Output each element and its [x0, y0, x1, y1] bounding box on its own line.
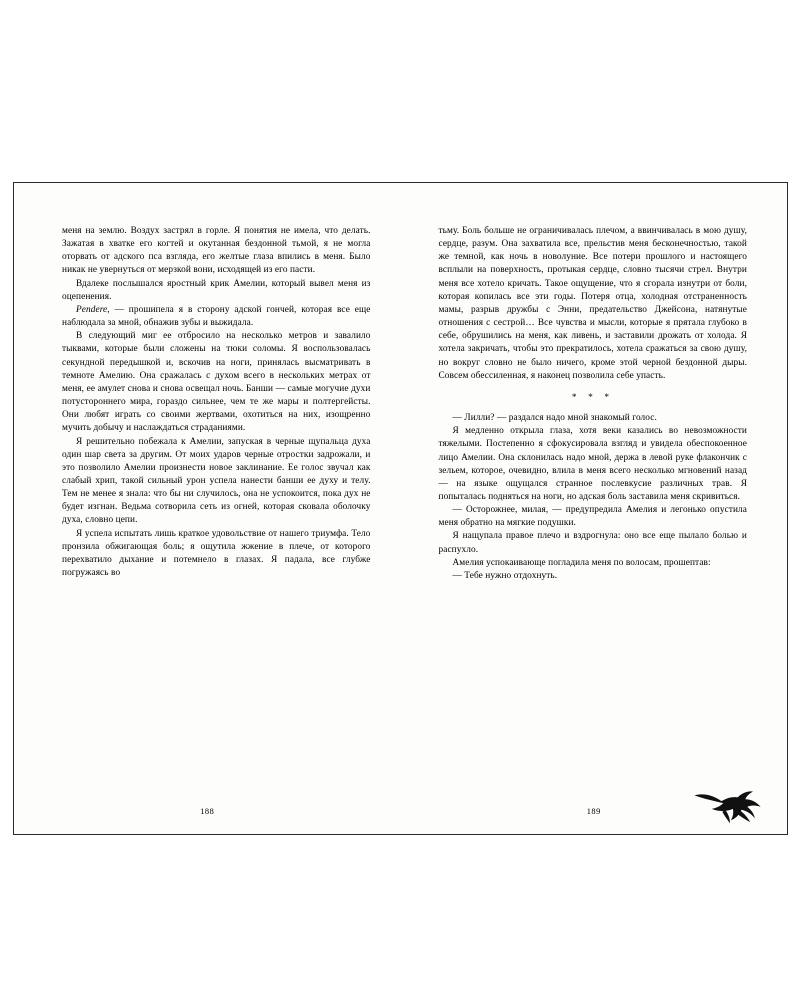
paragraph: Вдалеке послышался яростный крик Амелии, который вывел меня из оцепенения.	[62, 278, 371, 302]
book-page-scan	[13, 182, 788, 835]
paragraph: Я успела испытать лишь краткое удовольствие от нашего триумфа. Тело пронзила обжигающая боль; я ощутила жжение в плече, от которого перехватило дыхание и потемнело в глазах. Я падала, все глубже погружаясь во	[62, 528, 371, 579]
raven-icon	[691, 782, 769, 828]
paragraph-rest: — прошипела я в сторону адской гончей, которая все еще наблюдала за мной, обнажив зубы и выжидала.	[62, 304, 371, 329]
paragraph: Я нащупала правое плечо и вздрогнула: оно все еще пылало болью и распухло.	[438, 531, 747, 555]
page-right-text-column	[439, 225, 748, 583]
book-spread	[14, 183, 787, 834]
paragraph-with-italic	[62, 304, 371, 330]
paragraph: В следующий миг ее отбросило на несколько метров и завалило тыквами, которые были сложены на тюки соломы. Я воспользовалась секундной передышкой и, вскочив на ноги, принялась высматривать в темноте Амелию. Она сражалась с духом всего в нескольких метрах от меня, ее амулет снова и снова освещал ночь. Банши — самые могучие духи потустороннего мира, гораздо сильнее, чем те же мары и полтергейсты. Они любят играть со своими жертвами, охотиться на них, изощренно мучить добычу и наслаждаться страданиями.	[62, 331, 371, 434]
scene-break: * * *	[571, 392, 614, 403]
paragraph: меня на землю. Воздух застрял в горле. Я понятия не имела, что делать. Зажатая в хватке его когтей и окутанная бездонной тьмой, я не могла оторвать от адского пса взгляда, его желтые глаза впились в меня. Было никак не увернуться от мерзкой вони, исходящей из его пасти.	[62, 226, 371, 276]
paragraph: Амелия успокаивающе погладила меня по волосам, прошептав:	[452, 557, 711, 568]
paragraph: Я решительно побежала к Амелии, запуская в черные щупальца духа один шар света за другим. От моих ударов черные отростки задрожали, и это позволило Амелии произнести новое заклинание. Ее голос звучал как слабый хрип, такой сильный урон успела нанести банши ее духу и телу. Тем не менее я знала: что бы ни случилось, она не успокоится, пока дух не будет изгнан. Ведьма сотворила сеть из огней, которая сковала оболочку духа, словно цепи.	[62, 436, 371, 526]
page-number-right: 189	[586, 807, 601, 816]
paragraph: — Лилли? — раздался надо мной знакомый голос.	[452, 413, 657, 424]
page-number-left: 188	[200, 807, 215, 816]
paragraph: Я медленно открыла глаза, хотя веки казались во невозможности тяжелыми. Постепенно я сфокусировала взгляд и увидела обеспокоенное лицо Амелии. Она склонилась надо мной, держа в левой руке флакончик с зельем, которое, очевидно, влила в меня всего несколько мгновений назад — на языке ощущался странное послевкусие различных трав. Я попыталась подняться на ноги, но адская боль заставила меня скривиться.	[438, 426, 747, 502]
page-left	[14, 183, 401, 834]
paragraph: — Осторожнее, милая, — предупредила Амелия и легонько опустила меня обратно на мягкие подушки.	[438, 505, 747, 529]
paragraph: тьму. Боль больше не ограничивалась плечом, а ввинчивалась в мою душу, сердце, разум. Она захватила все, прельстив меня бесконечностью, такой же темной, как ночь в новолуние. Все потери прошлого и настоящего всплыли на поверхность, протыкая сердце, словно тысячи стрел. Внутри меня все хотело кричать. Такое ощущение, что я сгорала изнутри от боли, которая копилась все эти годы. Потеря отца, холодная отстраненность мамы, разрыв дружбы с Энни, предательство Джейсона, натянутые отношения с сестрой… Все чувства и мысли, которые я прятала глубоко в себе, обрушились на меня, как ливень, и заставили дрожать от холода. Я хотела закричать, чтобы это прекратилось, хотела сражаться за свою душу, но вокруг словно не было ничего, кроме этой черной бездонной дыры. Совсем обессиленная, я наконец позволила себе упасть.	[438, 226, 747, 381]
latin-incantation: Pendere,	[76, 304, 110, 315]
paragraph: — Тебе нужно отдохнуть.	[452, 570, 558, 581]
page-left-text-column	[62, 225, 371, 580]
page-right	[401, 183, 788, 834]
